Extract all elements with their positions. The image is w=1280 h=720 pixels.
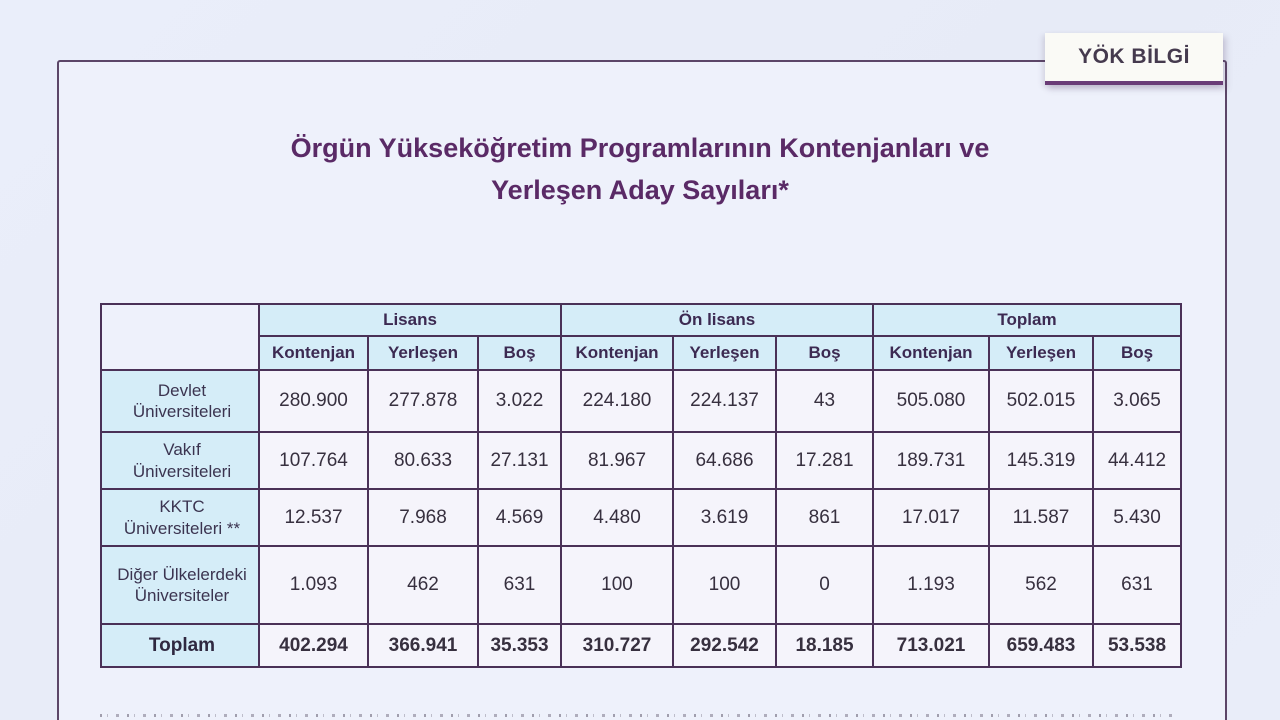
cell-value: 4.480: [561, 489, 673, 546]
group-header-toplam: Toplam: [873, 304, 1181, 336]
sub-header-bos-lisans: Boş: [478, 336, 561, 370]
cell-value: 5.430: [1093, 489, 1181, 546]
yok-bilgi-badge: [1045, 33, 1223, 85]
sub-header-bos-toplam: Boş: [1093, 336, 1181, 370]
cell-value: 145.319: [989, 432, 1093, 489]
cell-value: 100: [561, 546, 673, 624]
cell-value: 631: [478, 546, 561, 624]
cell-value: 1.093: [259, 546, 368, 624]
cell-value: 4.569: [478, 489, 561, 546]
cell-value: 100: [673, 546, 776, 624]
cell-value: 107.764: [259, 432, 368, 489]
table-row-toplam: [101, 624, 1181, 667]
cell-value: 631: [1093, 546, 1181, 624]
cell-value: 502.015: [989, 370, 1093, 432]
sub-header-yerlesen-toplam: Yerleşen: [989, 336, 1093, 370]
group-header-lisans: Lisans: [259, 304, 561, 336]
cell-value: 224.137: [673, 370, 776, 432]
cell-value: 505.080: [873, 370, 989, 432]
cell-value: 7.968: [368, 489, 478, 546]
cell-value: 3.022: [478, 370, 561, 432]
cell-value: 366.941: [368, 624, 478, 667]
cell-value: 27.131: [478, 432, 561, 489]
sub-header-yerlesen-onlisans: Yerleşen: [673, 336, 776, 370]
group-header-onlisans: Ön lisans: [561, 304, 873, 336]
page-title-line2: Yerleşen Aday Sayıları*: [491, 174, 789, 205]
cell-value: 277.878: [368, 370, 478, 432]
cell-value: 402.294: [259, 624, 368, 667]
sub-header-row: [101, 336, 1181, 370]
cell-value: 12.537: [259, 489, 368, 546]
group-header-row: [101, 304, 1181, 336]
sub-header-kontenjan-onlisans: Kontenjan: [561, 336, 673, 370]
table-row-diger: [101, 546, 1181, 624]
cell-value: 713.021: [873, 624, 989, 667]
cell-value: 3.065: [1093, 370, 1181, 432]
sub-header-yerlesen-lisans: Yerleşen: [368, 336, 478, 370]
cell-value: 562: [989, 546, 1093, 624]
cell-value: 310.727: [561, 624, 673, 667]
cell-value: 462: [368, 546, 478, 624]
table-row-devlet: [101, 370, 1181, 432]
row-label: KKTC Üniversiteleri **: [101, 489, 259, 546]
cell-value: 861: [776, 489, 873, 546]
row-label: Devlet Üniversiteleri: [101, 370, 259, 432]
table-row-kktc: [101, 489, 1181, 546]
cell-value: 17.281: [776, 432, 873, 489]
cell-value: 1.193: [873, 546, 989, 624]
badge-label: YÖK BİLGİ: [1078, 45, 1190, 68]
clipped-footnote-line: [100, 711, 1180, 720]
cell-value: 44.412: [1093, 432, 1181, 489]
cell-value: 80.633: [368, 432, 478, 489]
sub-header-kontenjan-lisans: Kontenjan: [259, 336, 368, 370]
page-title-line1: Örgün Yükseköğretim Programlarının Kontenjanları ve: [290, 133, 990, 163]
cell-value: 53.538: [1093, 624, 1181, 667]
cell-value: 659.483: [989, 624, 1093, 667]
cell-value: 64.686: [673, 432, 776, 489]
ghost-corner-cell: [101, 304, 259, 370]
cell-value: 3.619: [673, 489, 776, 546]
cell-value: 11.587: [989, 489, 1093, 546]
cell-value: 35.353: [478, 624, 561, 667]
table-row-vakif: [101, 432, 1181, 489]
page-title: [0, 128, 1280, 212]
cell-value: 280.900: [259, 370, 368, 432]
cell-value: 17.017: [873, 489, 989, 546]
cell-value: 292.542: [673, 624, 776, 667]
cell-value: 224.180: [561, 370, 673, 432]
cell-value: 43: [776, 370, 873, 432]
cell-value: 0: [776, 546, 873, 624]
cell-value: 189.731: [873, 432, 989, 489]
row-label-total: Toplam: [101, 624, 259, 667]
row-label: Diğer Ülkelerdeki Üniversiteler: [101, 546, 259, 624]
sub-header-bos-onlisans: Boş: [776, 336, 873, 370]
cell-value: 18.185: [776, 624, 873, 667]
row-label: Vakıf Üniversiteleri: [101, 432, 259, 489]
quota-table: [100, 303, 1182, 668]
cell-value: 81.967: [561, 432, 673, 489]
sub-header-kontenjan-toplam: Kontenjan: [873, 336, 989, 370]
